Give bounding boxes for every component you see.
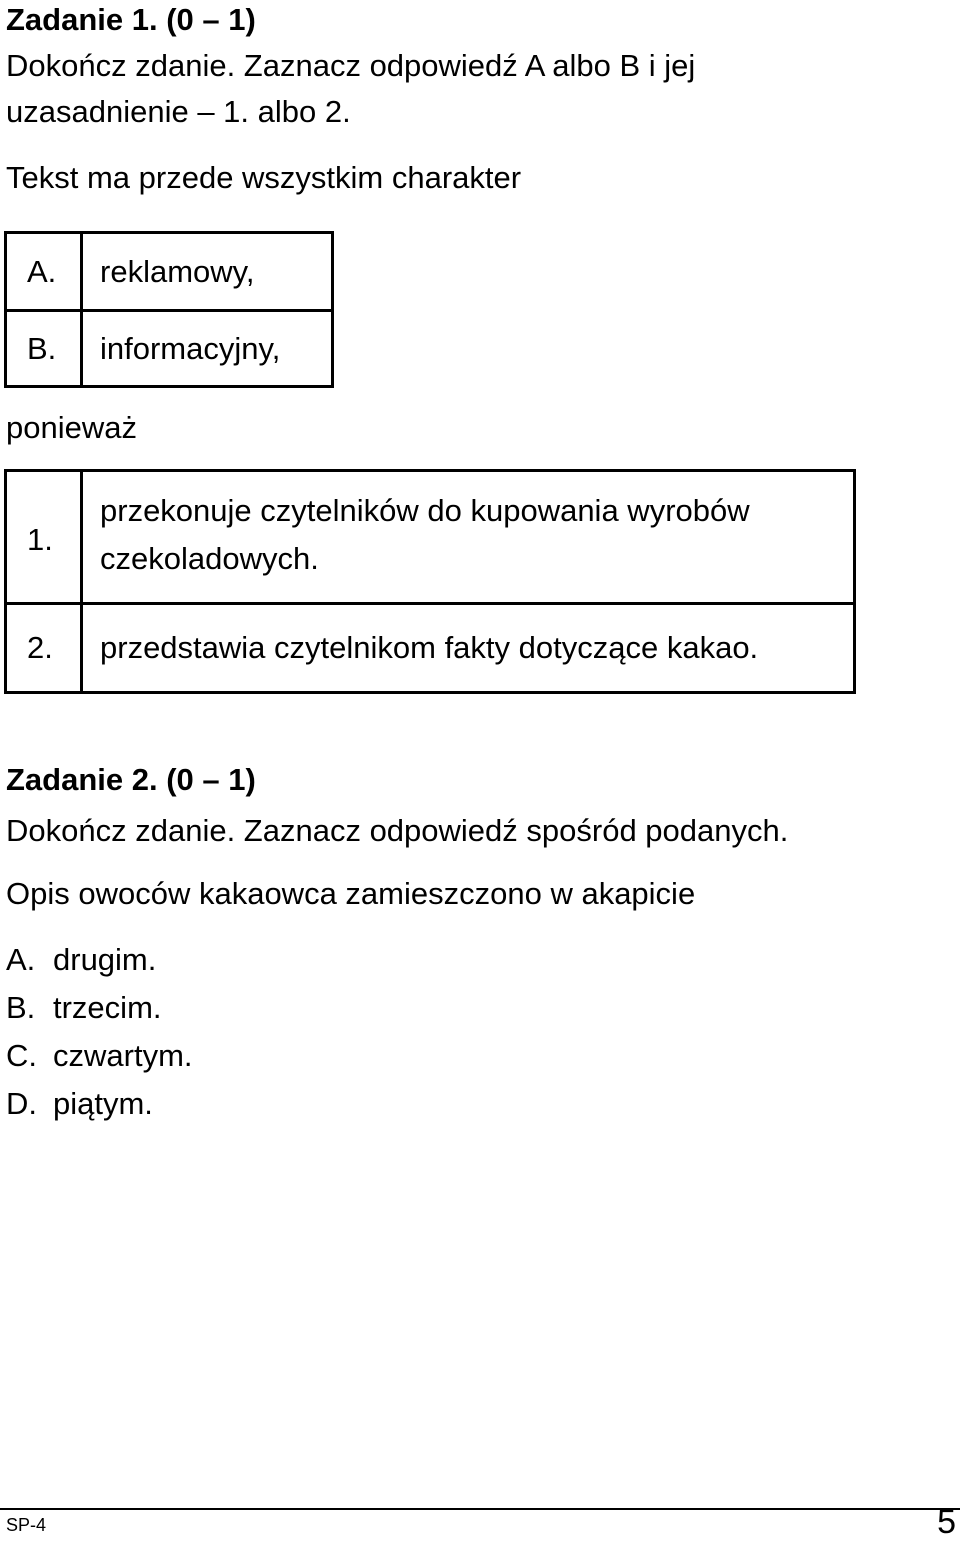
option-text: czwartym. [53,1038,193,1073]
option-letter: A. [6,942,36,977]
task2-instruction: Dokończ zdanie. Zaznacz odpowiedź spośród podanych. [6,813,789,848]
footer-code: SP-4 [6,1515,47,1535]
task2-title: Zadanie 2. (0 – 1) [6,762,256,797]
option-text: piątym. [53,1086,153,1121]
option-letter: A. [27,254,57,289]
task1-connector: ponieważ [6,410,137,445]
option-letter: B. [27,331,57,366]
footer-rule [0,1508,960,1510]
option-row-a[interactable] [7,234,331,309]
task1-instruction-line1: Dokończ zdanie. Zaznacz odpowiedź A albo B i jej [6,48,696,83]
reason-text-line1: przedstawia czytelnikom fakty dotyczące kakao. [100,630,759,665]
task2-option-d[interactable] [6,1086,153,1121]
reason-row-1[interactable] [7,472,853,602]
option-row-b[interactable] [7,312,331,387]
reason-number: 1. [27,522,53,557]
option-text: drugim. [53,942,157,977]
reason-text-line2: czekoladowych. [100,541,319,576]
reason-number: 2. [27,630,53,665]
option-text: reklamowy, [100,254,255,289]
reason-text-line1: przekonuje czytelników do kupowania wyrobów [100,493,750,528]
option-text: trzecim. [53,990,162,1025]
page-number: 5 [937,1503,956,1541]
task2-option-b[interactable] [6,990,162,1025]
task1-title: Zadanie 1. (0 – 1) [6,2,256,37]
task2-stem: Opis owoców kakaowca zamieszczono w akapicie [6,876,696,911]
option-text: informacyjny, [100,331,281,366]
option-letter: B. [6,990,36,1025]
task1-stem: Tekst ma przede wszystkim charakter [6,160,522,195]
option-letter: C. [6,1038,37,1073]
option-letter: D. [6,1086,37,1121]
reason-row-2[interactable] [7,605,853,691]
task1-instruction-line2: uzasadnienie – 1. albo 2. [6,94,351,129]
task1-options-table [4,231,334,388]
task2-option-a[interactable] [6,942,157,977]
task1-reasons-table [4,469,856,694]
task2-option-c[interactable] [6,1038,193,1073]
